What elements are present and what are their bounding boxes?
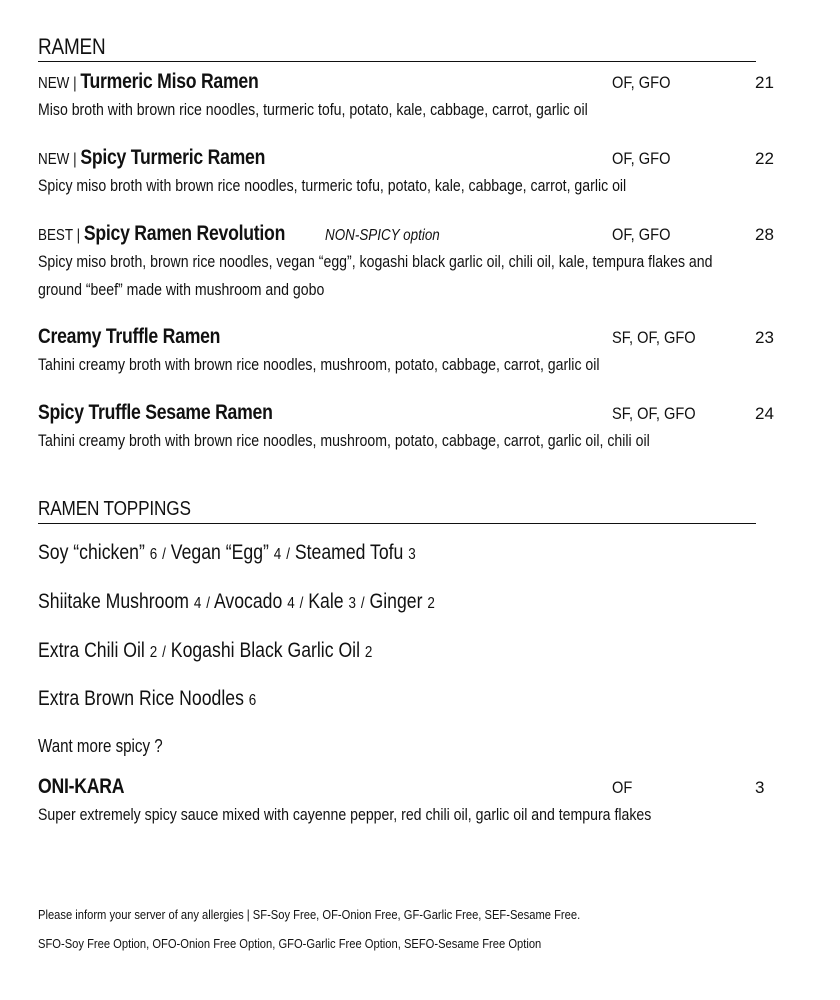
item-allergen-codes: OF, GFO — [612, 73, 671, 92]
topping-price: 2 — [364, 644, 373, 661]
item-description: Tahini creamy broth with brown rice noodles, mushroom, potato, cabbage, carrot, garlic oil, chili oil — [38, 431, 650, 450]
topping-price: 4 — [193, 595, 202, 612]
topping-name: Extra Chili Oil — [38, 639, 145, 662]
item-name: ONI-KARA — [38, 775, 125, 798]
item-price: 28 — [755, 225, 774, 244]
topping-name: Ginger — [369, 590, 423, 613]
item-name: Turmeric Miso Ramen — [80, 70, 259, 93]
topping-name: Kale — [308, 590, 344, 613]
menu-item — [38, 70, 808, 124]
item-allergen-codes: OF — [612, 778, 633, 797]
topping-price: 4 — [287, 595, 295, 612]
item-price: 24 — [755, 404, 774, 423]
item-allergen-codes: OF, GFO — [612, 225, 671, 244]
topping-name: Steamed Tofu — [294, 541, 404, 564]
topping-separator: / — [162, 546, 166, 563]
onikara-item — [38, 775, 808, 829]
item-price: 3 — [755, 778, 765, 797]
toppings-line — [38, 541, 488, 565]
toppings-line — [38, 590, 510, 614]
allergy-notice: Please inform your server of any allergies | SF-Soy Free, OF-Onion Free, GF-Garlic Free, SEF-Sesame Free. — [38, 907, 581, 922]
item-name: Spicy Turmeric Ramen — [80, 146, 266, 169]
topping-separator: / — [299, 595, 304, 612]
topping-price: 2 — [427, 595, 435, 612]
item-description: Super extremely spicy sauce mixed with cayenne pepper, red chili oil, garlic oil and tempura flakes — [38, 805, 652, 824]
toppings-line — [38, 687, 298, 711]
item-description: Tahini creamy broth with brown rice noodles, mushroom, potato, cabbage, carrot, garlic oil — [38, 355, 600, 374]
item-allergen-codes: SF, OF, GFO — [612, 404, 696, 423]
item-allergen-codes: OF, GFO — [612, 149, 671, 168]
topping-separator: / — [286, 546, 290, 563]
topping-name: Vegan “Egg” — [170, 541, 269, 564]
item-description: Miso broth with brown rice noodles, turmeric tofu, potato, kale, cabbage, carrot, garlic oil — [38, 100, 588, 119]
toppings-section-heading: RAMEN TOPPINGS — [38, 496, 756, 524]
want-more-spicy-link[interactable]: Want more spicy ? — [38, 736, 163, 756]
item-tag: NEW | — [38, 151, 81, 168]
item-name: Spicy Ramen Revolution — [83, 222, 286, 245]
topping-price: 3 — [408, 546, 416, 563]
menu-item — [38, 325, 808, 379]
menu-item — [38, 222, 808, 304]
ramen-section-heading: RAMEN — [38, 34, 756, 62]
topping-name: Kogashi Black Garlic Oil — [170, 639, 361, 662]
topping-name: Extra Brown Rice Noodles — [38, 687, 244, 710]
topping-name: Shiitake Mushroom — [38, 590, 189, 613]
item-description: Spicy miso broth with brown rice noodles, turmeric tofu, potato, kale, cabbage, carrot, garlic oil — [38, 176, 627, 195]
item-description-continued: ground “beef” made with mushroom and gobo — [38, 280, 325, 299]
item-description: Spicy miso broth, brown rice noodles, vegan “egg”, kogashi black garlic oil, chili oil, kale, tempura flakes and — [38, 252, 713, 271]
topping-price: 6 — [149, 546, 158, 563]
toppings-line — [38, 639, 436, 663]
menu-item — [38, 146, 808, 200]
topping-price: 2 — [149, 644, 158, 661]
item-tag: BEST | — [38, 227, 84, 244]
item-tag: NEW | — [38, 75, 81, 92]
topping-price: 6 — [248, 692, 257, 709]
menu-item — [38, 401, 808, 455]
item-price: 21 — [755, 73, 774, 92]
item-name: Spicy Truffle Sesame Ramen — [38, 401, 273, 424]
item-price: 23 — [755, 328, 774, 347]
allergy-option-legend: SFO-Soy Free Option, OFO-Onion Free Option, GFO-Garlic Free Option, SEFO-Sesame Free Option — [38, 936, 542, 951]
topping-price: 3 — [348, 595, 356, 612]
item-price: 22 — [755, 149, 774, 168]
topping-separator: / — [206, 595, 211, 612]
item-name: Creamy Truffle Ramen — [38, 325, 221, 348]
topping-separator: / — [360, 595, 365, 612]
item-allergen-codes: SF, OF, GFO — [612, 328, 696, 347]
non-spicy-option-link[interactable]: NON-SPICY option — [325, 227, 440, 244]
topping-name: Soy “chicken” — [38, 541, 145, 564]
topping-separator: / — [162, 644, 166, 661]
topping-name: Avocado — [213, 590, 283, 613]
topping-price: 4 — [273, 546, 282, 563]
